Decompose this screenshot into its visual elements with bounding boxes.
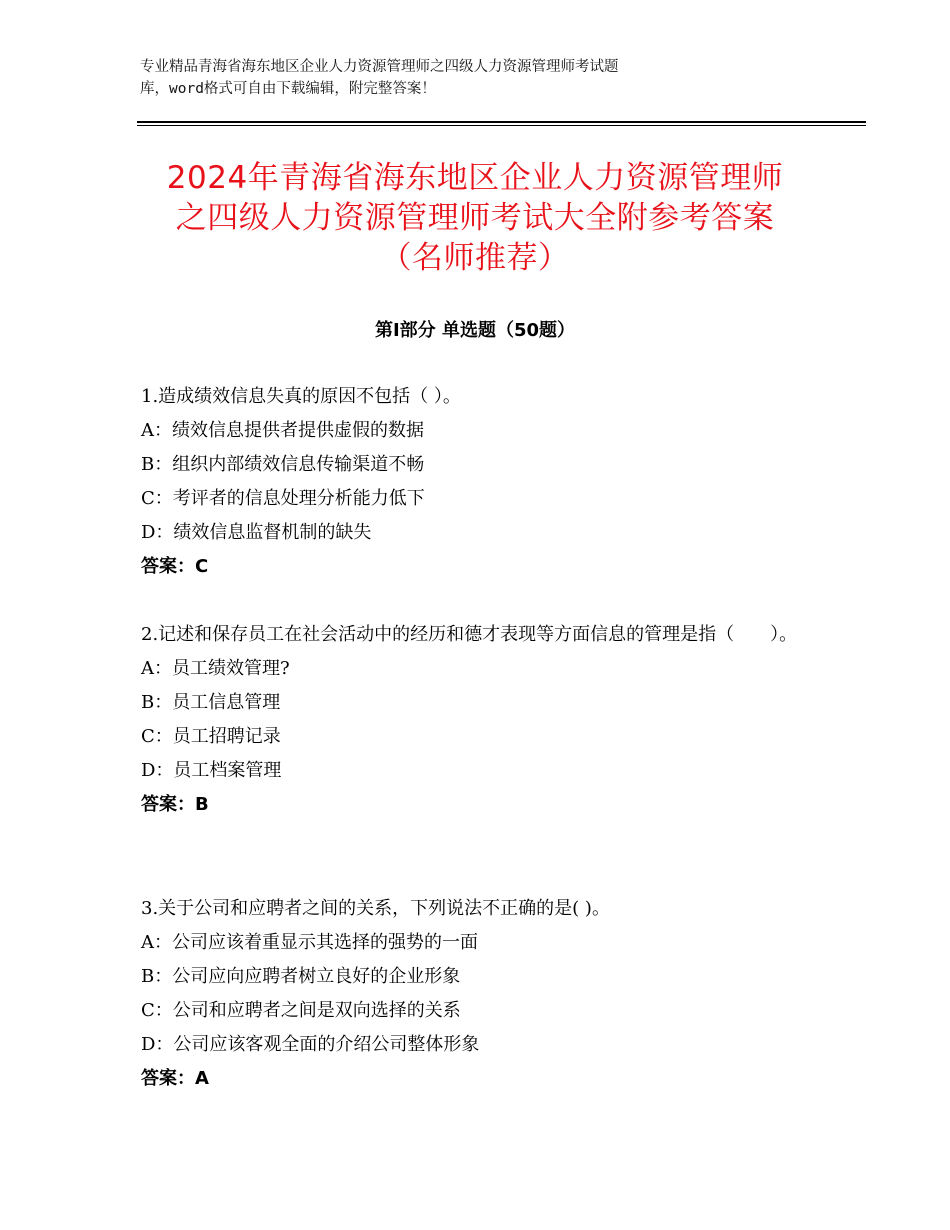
option-b: B：公司应向应聘者树立良好的企业形象: [141, 966, 461, 987]
option-c: C：公司和应聘者之间是双向选择的关系: [141, 1000, 461, 1021]
section-heading: 第Ⅰ部分 单选题（50题）: [374, 320, 575, 341]
question-3: [141, 892, 821, 1096]
option-a: A：公司应该着重显示其选择的强势的一面: [141, 932, 478, 953]
title-line-3: （名师推荐）: [380, 240, 570, 276]
header-note-line-1: 专业精品青海省海东地区企业人力资源管理师之四级人力资源管理师考试题: [140, 59, 619, 75]
option-b: B：组织内部绩效信息传输渠道不畅: [141, 454, 425, 475]
option-d: D：员工档案管理: [141, 760, 282, 781]
question-1: [141, 380, 821, 584]
header-divider-thin: [137, 125, 866, 126]
option-c: C：员工招聘记录: [141, 726, 281, 747]
option-b: B：员工信息管理: [141, 692, 281, 713]
header-note: [140, 56, 820, 100]
question-stem: 3.关于公司和应聘者之间的关系，下列说法不正确的是( )。: [141, 898, 610, 919]
option-a: A：绩效信息提供者提供虚假的数据: [141, 420, 424, 441]
answer-line: 答案：C: [141, 556, 209, 577]
answer-line: 答案：B: [141, 794, 209, 815]
question-2: [141, 618, 821, 822]
header-note-line-2: 库，word格式可自由下载编辑，附完整答案！: [140, 81, 436, 97]
answer-line: 答案：A: [141, 1068, 209, 1089]
option-d: D：绩效信息监督机制的缺失: [141, 522, 372, 543]
option-d: D：公司应该客观全面的介绍公司整体形象: [141, 1034, 480, 1055]
title-line-1: 2024年青海省海东地区企业人力资源管理师: [166, 160, 784, 196]
document-title: [120, 158, 830, 278]
question-stem: 1.造成绩效信息失真的原因不包括（ ）。: [141, 386, 461, 407]
option-a: A：员工绩效管理?: [141, 658, 290, 679]
question-stem: 2.记述和保存员工在社会活动中的经历和德才表现等方面信息的管理是指（ ）。: [141, 624, 798, 645]
title-line-2: 之四级人力资源管理师考试大全附参考答案: [175, 200, 775, 236]
header-divider-thick: [137, 121, 866, 123]
option-c: C：考评者的信息处理分析能力低下: [141, 488, 425, 509]
